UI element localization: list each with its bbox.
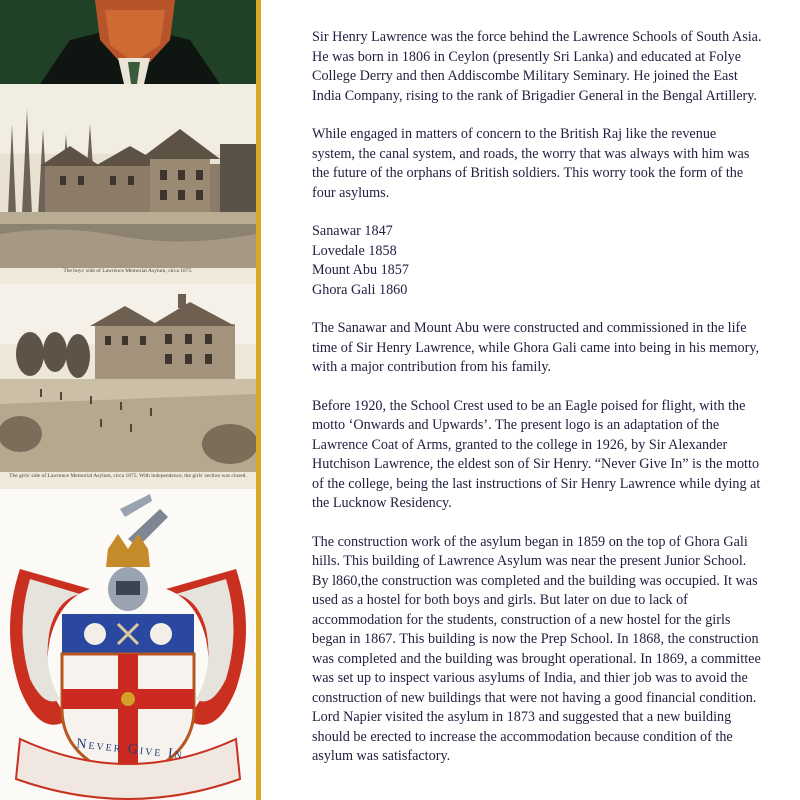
list-item: Ghora Gali 1860 <box>312 281 408 298</box>
gold-divider-bar <box>256 0 261 800</box>
crest-motto-text: Never Give In <box>75 736 185 763</box>
paragraph-commissioning: The Sanawar and Mount Abu were constructed and commissioned in the life time of Sir Henry Lawrence, while Ghora Gali came into being in his memory, with a major contribution from his family. <box>312 320 760 375</box>
girls-photo-caption: The girls' side of Lawrence Memorial Asylum, circa 1875. With independence, the girls' section was closed. <box>9 473 247 479</box>
list-item: Mount Abu 1857 <box>312 262 409 278</box>
boys-side-photo <box>0 84 256 284</box>
girls-side-photo <box>0 284 256 489</box>
schools-list <box>312 222 762 300</box>
article-text <box>312 28 762 786</box>
portrait-photo <box>0 0 256 84</box>
list-item: Sanawar 1847 <box>312 223 393 239</box>
boys-photo-caption: The boys' side of Lawrence Memorial Asylum, circa 1875. <box>63 268 193 274</box>
paragraph-biography: Sir Henry Lawrence was the force behind the Lawrence Schools of South Asia. He was born in 1806 in Ceylon (presently Sri Lanka) and educated at Folye College Derry and then Addiscombe Military Seminary. He joined the East India Company, rising to the rank of Brigadier General in the Bengal Artillery. <box>312 29 762 104</box>
image-column <box>0 0 256 800</box>
paragraph-asylums-origin: While engaged in matters of concern to the British Raj like the revenue system, the canal system, and roads, the worry that was always with him was the future of the orphans of British soldiers. This worry took the form of the four asylums. <box>312 126 750 201</box>
list-item: Lovedale 1858 <box>312 242 397 259</box>
paragraph-school-crest: Before 1920, the School Crest used to be an Eagle poised for flight, with the motto ‘Onwards and Upwards’. The present logo is an adaptation of the Lawrence Coat of Arms, granted to the college in 1926, by Sir Alexander Hutchison Lawrence, the eldest son of Sir Henry. “Never Give In” is the motto of the college, being the last instructions of Sir Henry Lawrence while dying at the Lucknow Residency. <box>312 397 761 511</box>
paragraph-construction: The construction work of the asylum began in 1859 on the top of Ghora Gali hills. This building of Lawrence Asylum was near the present Junior School. By l860,the construction was completed and the building was occupied. It was used as a hostel for both boys and girls. But later on due to lack of accommodation for the students, construction of a new hostel for the girls began in 1867. This building is now the Prep School. In 1868, the construction was completed and the building was brought operational. In 1869, a committee was set up to inspect various asylums of India, and thier job was to avoid the construction of new buildings that were not having a good financial condition. Lord Napier visited the asylum in 1873 and suggested that a new building should be erected to increase the accommodation because condition of the asylum was satisfactory. <box>312 533 761 764</box>
